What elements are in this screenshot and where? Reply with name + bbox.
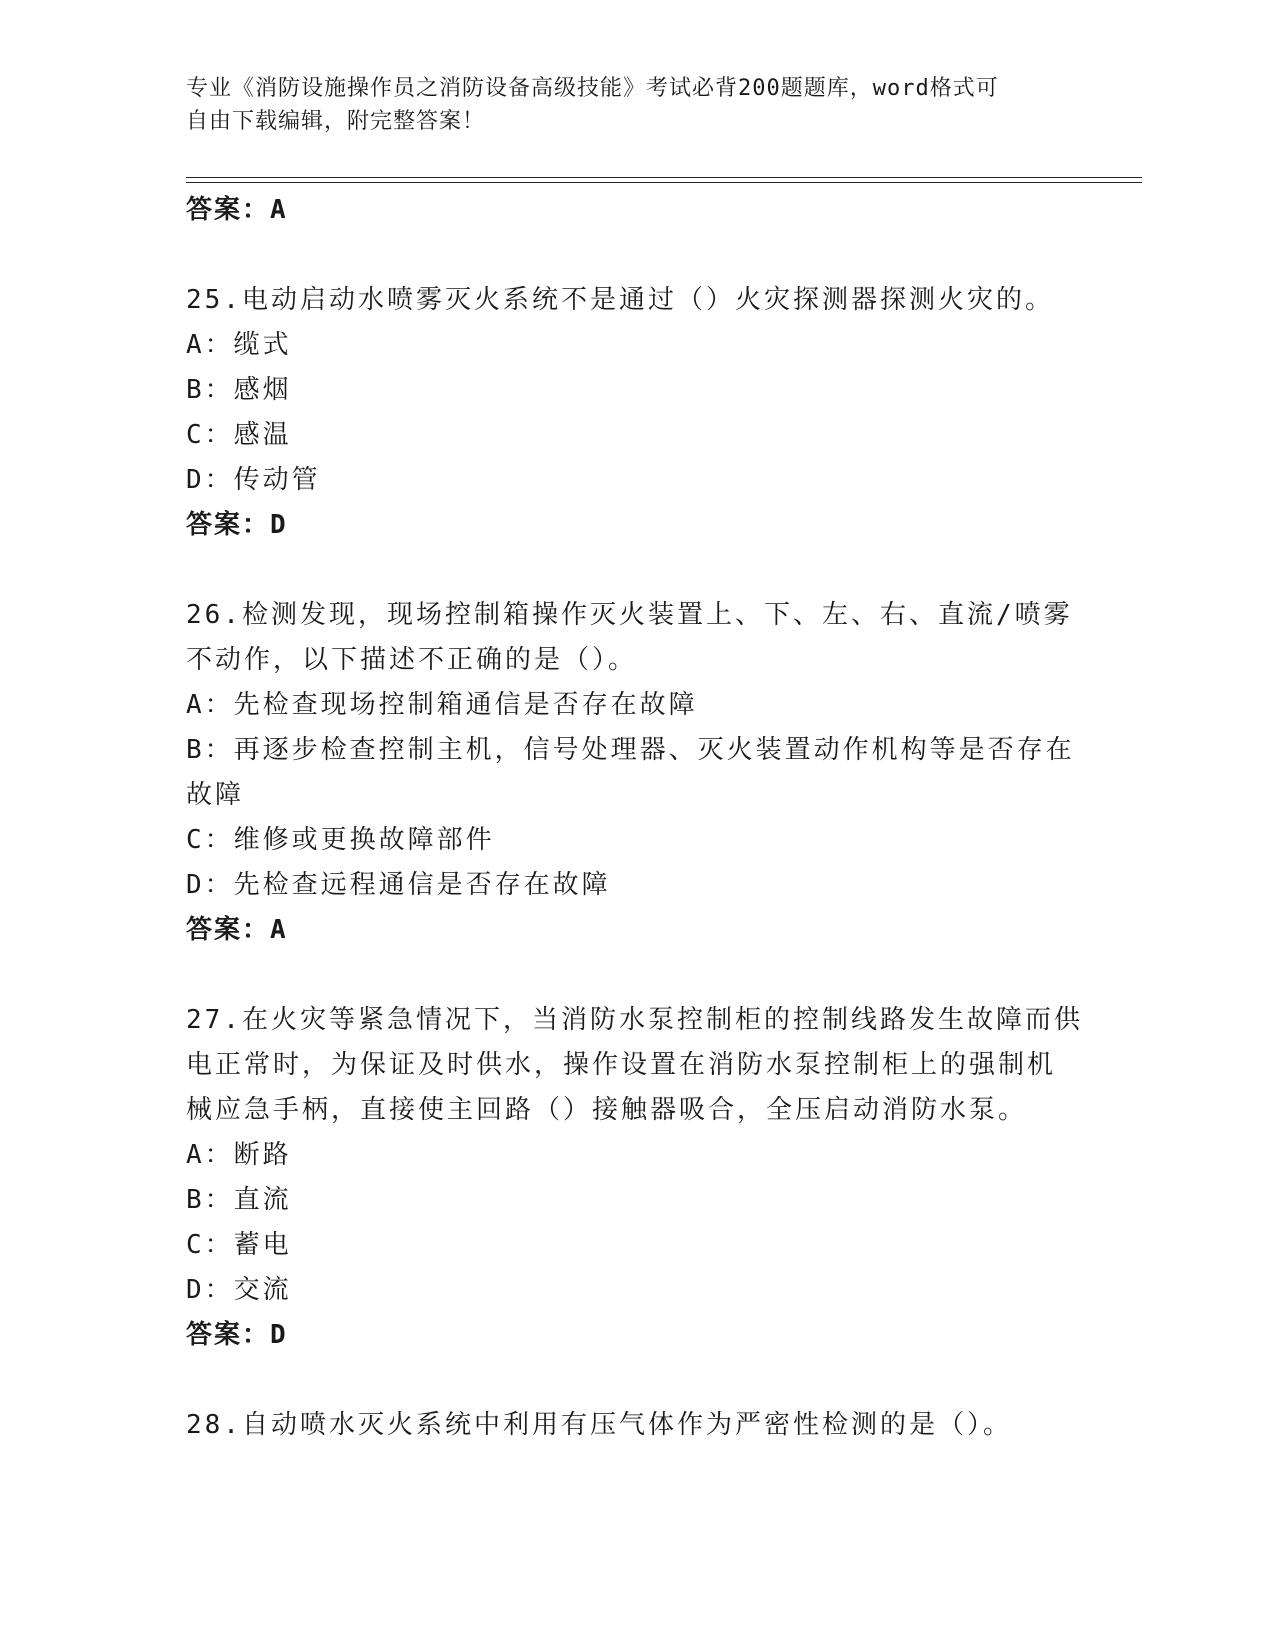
question-content [186, 188, 1083, 1448]
question-stem: 25.电动启动水喷雾灭火系统不是通过（）火灾探测器探测火灾的。 [186, 285, 1054, 315]
header-rule-thin [186, 182, 1142, 183]
option-b: B：感烟 [186, 375, 292, 405]
header-line-2: 自由下载编辑，附完整答案！ [186, 109, 486, 134]
question-stem-line-3: 械应急手柄，直接使主回路（）接触器吸合，全压启动消防水泵。 [186, 1095, 1028, 1125]
option-b-continuation: 故障 [186, 780, 245, 810]
question-stem-line-1: 26.检测发现，现场控制箱操作灭火装置上、下、左、右、直流/喷雾 [186, 600, 1073, 630]
document-header [186, 72, 1066, 138]
option-a: A：断路 [186, 1140, 292, 1170]
header-rule-thick [186, 177, 1142, 178]
question-25 [186, 278, 1066, 548]
question-28 [186, 1403, 1066, 1448]
option-b: B：直流 [186, 1185, 292, 1215]
option-c: C：维修或更换故障部件 [186, 825, 495, 855]
question-stem-line-2: 不动作，以下描述不正确的是（）。 [186, 645, 638, 675]
option-c: C：蓄电 [186, 1230, 292, 1260]
option-a: A：先检查现场控制箱通信是否存在故障 [186, 690, 698, 720]
question-stem: 28.自动喷水灭火系统中利用有压气体作为严密性检测的是（）。 [186, 1410, 1012, 1440]
header-line-1: 专业《消防设施操作员之消防设备高级技能》考试必背200题题库，word格式可 [186, 76, 999, 101]
option-c: C：感温 [186, 420, 292, 450]
answer-line: 答案：A [186, 195, 288, 225]
answer-line: 答案：D [186, 510, 288, 540]
answer-line: 答案：D [186, 1320, 288, 1350]
question-stem-line-1: 27.在火灾等紧急情况下，当消防水泵控制柜的控制线路发生故障而供 [186, 1005, 1083, 1035]
option-d: D：传动管 [186, 465, 321, 495]
option-b: B：再逐步检查控制主机，信号处理器、灭火装置动作机构等是否存在 [186, 735, 1075, 765]
question-26 [186, 593, 1075, 953]
option-d: D：交流 [186, 1275, 292, 1305]
option-a: A：缆式 [186, 330, 292, 360]
answer-line: 答案：A [186, 915, 288, 945]
question-27 [186, 998, 1083, 1358]
option-d: D：先检查远程通信是否存在故障 [186, 870, 611, 900]
question-stem-line-2: 电正常时，为保证及时供水，操作设置在消防水泵控制柜上的强制机 [186, 1050, 1057, 1080]
